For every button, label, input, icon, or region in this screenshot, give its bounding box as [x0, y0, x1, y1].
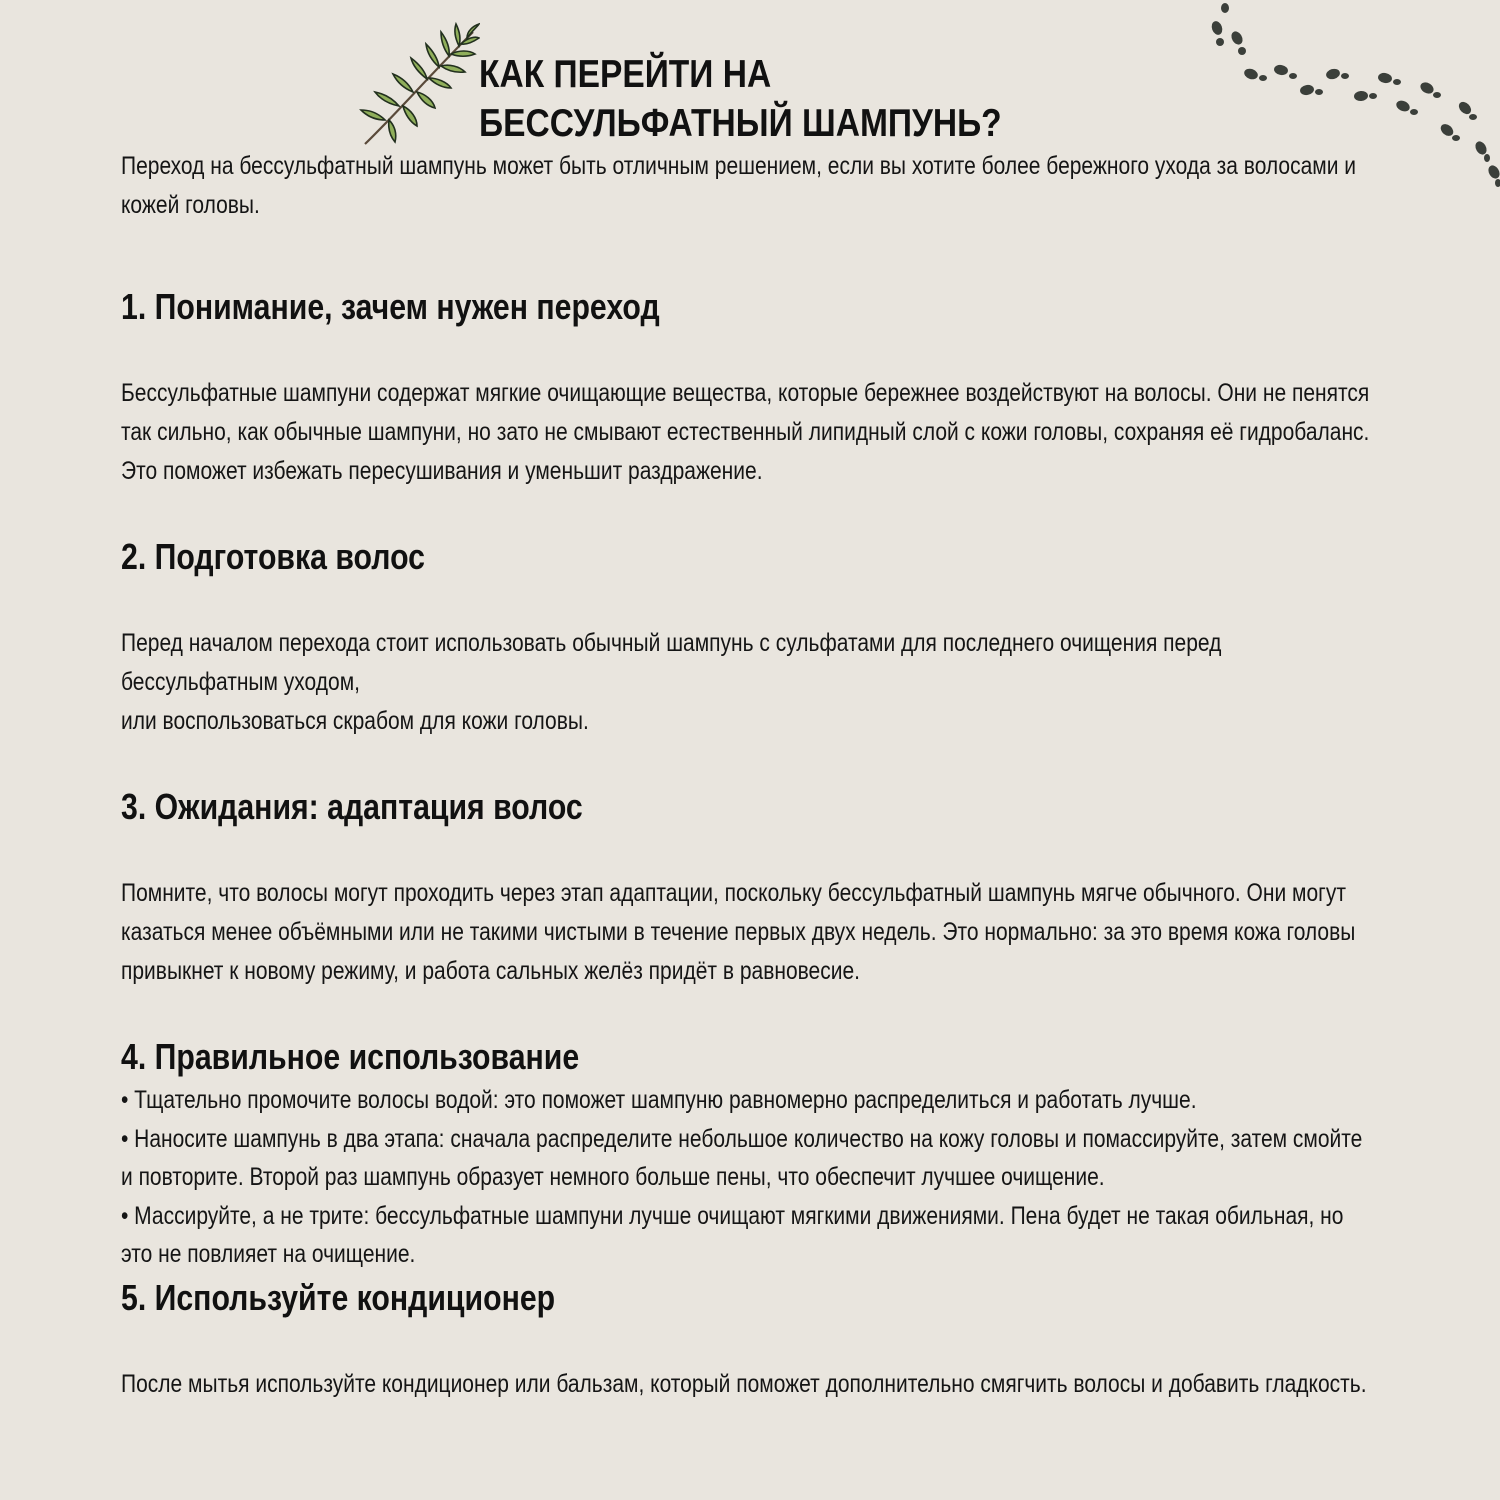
section-heading-5: 5. Используйте кондиционер	[121, 1276, 556, 1318]
section-heading-2: 2. Подготовка волос	[121, 536, 425, 577]
section-heading-4: 4. Правильное использование	[121, 1036, 580, 1077]
article-body	[121, 147, 1373, 1404]
section-text-5: После мытья используйте кондиционер или бальзам, который поможет дополнительно смягчить волосы и добавить гладкость.	[121, 1369, 1367, 1398]
section-text-3: Помните, что волосы могут проходить через этап адаптации, поскольку бессульфатный шампунь мягче обычного. Они могут казаться менее объёмными или не такими чистыми в течение первых двух недель. Это нормально: за это время кожа головы привыкнет к новому режиму, и работа сальных желёз придёт в равновесие.	[121, 879, 1356, 985]
section-text-1: Бессульфатные шампуни содержат мягкие очищающие вещества, которые бережнее воздействуют на волосы. Они не пенятся так сильно, как обычные шампуни, но зато не смывают естественный липидный слой с кожи головы, сохраняя её гидробаланс. Это поможет избежать пересушивания и уменьшит раздражение.	[121, 379, 1370, 485]
usage-tips-list	[121, 1081, 1373, 1274]
list-item: • Тщательно промочите волосы водой: это поможет шампуню равномерно распределиться и работать лучше.	[121, 1086, 1197, 1114]
list-item: • Массируйте, а не трите: бессульфатные шампуни лучше очищают мягкими движениями. Пена будет не такая обильная, но это не повлияет на очищение.	[121, 1201, 1344, 1268]
section-text-2: Перед началом перехода стоит использовать обычный шампунь с сульфатами для последнего очищения перед бессульфатным уходом, или воспользоваться скрабом для кожи головы.	[121, 629, 1222, 735]
list-item: • Наносите шампунь в два этапа: сначала распределите небольшое количество на кожу головы и помассируйте, затем смойте и повторите. Второй раз шампунь образует немного больше пены, что обеспечит лучшее очищение.	[121, 1124, 1363, 1191]
page-title: КАК ПЕРЕЙТИ НА БЕССУЛЬФАТНЫЙ ШАМПУНЬ?	[479, 53, 1002, 145]
section-heading-1: 1. Понимание, зачем нужен переход	[121, 286, 660, 327]
intro-paragraph: Переход на бессульфатный шампунь может быть отличным решением, если вы хотите более бережного ухода за волосами и кожей головы.	[121, 152, 1357, 219]
section-heading-3: 3. Ожидания: адаптация волос	[121, 786, 583, 827]
rosemary-sprig-icon	[355, 20, 480, 148]
